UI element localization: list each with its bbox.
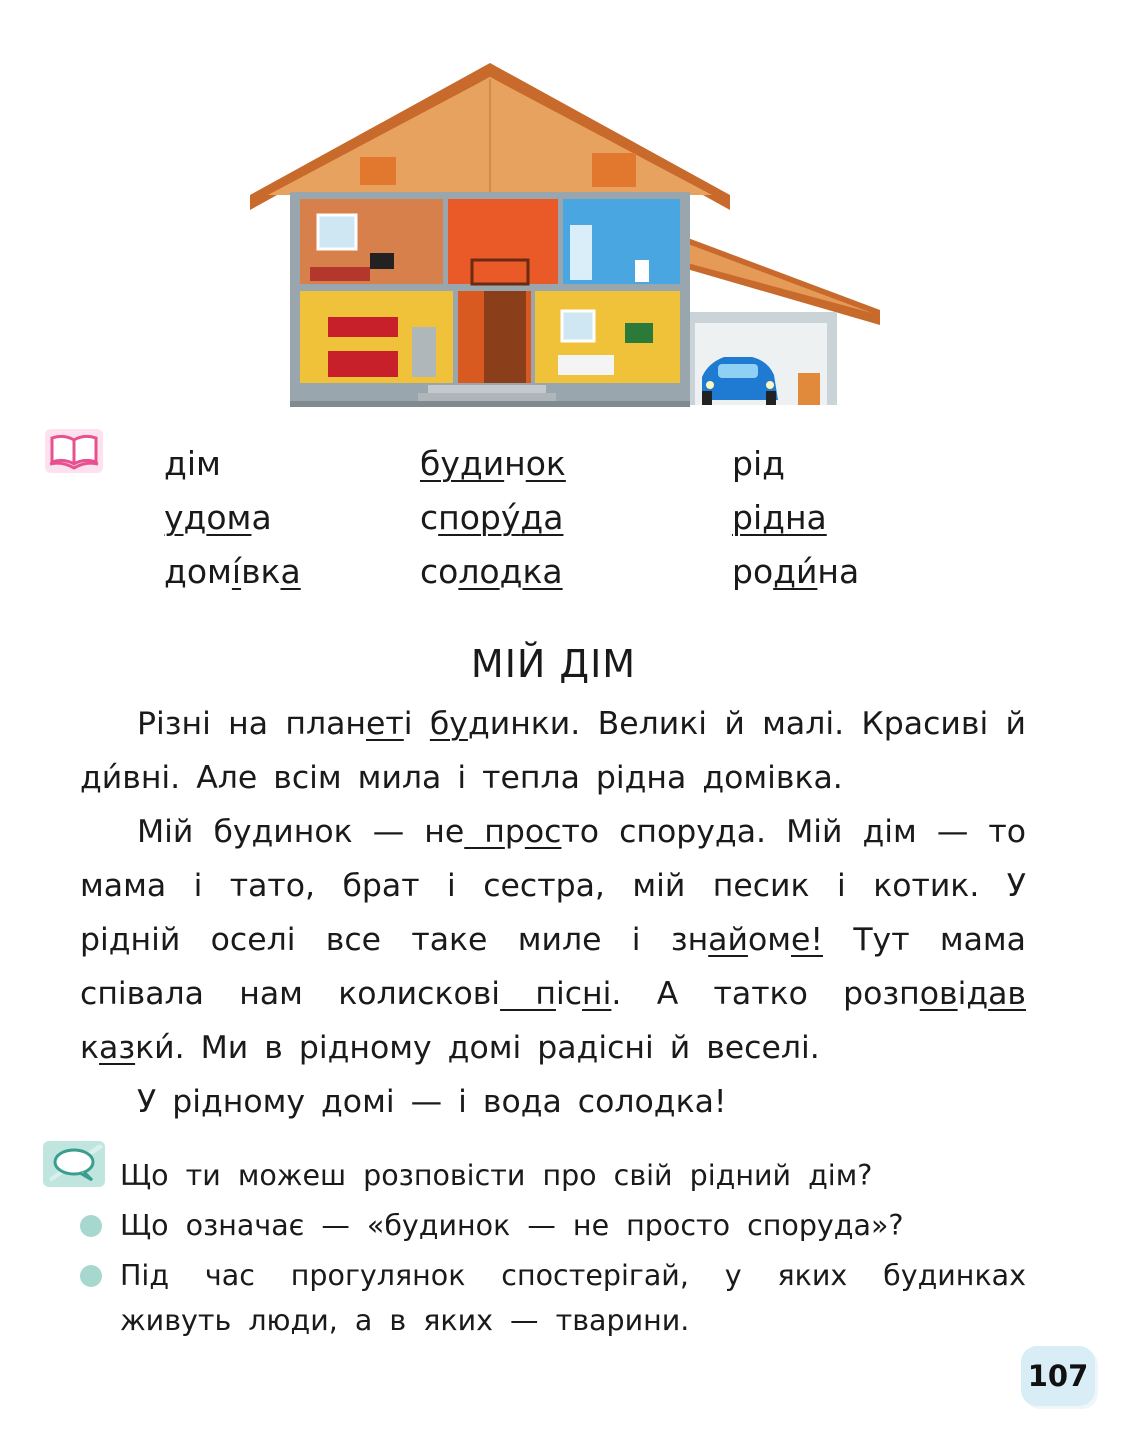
bullet-icon [80, 1265, 102, 1287]
syllable-underline: у [164, 498, 184, 537]
question-2: Що означає — «будинок — не просто споруда»? [120, 1209, 904, 1242]
vocab-word: солодка [420, 552, 563, 591]
bullet-icon [80, 1215, 102, 1237]
syllable-underline: ка [522, 552, 563, 591]
syllable-underline: пору [438, 498, 521, 537]
vocab-word: дім [164, 444, 221, 483]
vocab-word: роди́на [732, 552, 860, 591]
syllable-underline: п [500, 976, 556, 1012]
syllable-underline: ов [919, 976, 958, 1012]
syllable-underline: на [784, 498, 827, 537]
syllable-underline: п [464, 814, 505, 850]
vocab-word: споруда [420, 498, 564, 537]
open-book-icon [44, 428, 104, 474]
syllable-underline: а [280, 552, 301, 591]
vocab-word: удома [164, 498, 272, 537]
syllable-underline: ос [524, 814, 562, 850]
question-1: Що ти можеш розповісти про свій рідний дім? [120, 1159, 873, 1192]
syllable-underline: ло [458, 552, 500, 591]
syllable-underline: ет [366, 706, 404, 742]
question-3: Під час прогулянок спостерігай, у яких будинках живуть люди, а в яких — тварини. [120, 1259, 1026, 1337]
vocab-column-1 [164, 437, 301, 599]
vocab-column-2 [420, 437, 566, 599]
vocab-word: домі́вка [164, 552, 301, 591]
syllable-underline: аз [99, 1030, 136, 1066]
syllable-underline: і́ [231, 552, 242, 591]
syllable-underline: ав [988, 976, 1026, 1012]
vocab-word: рід [732, 444, 785, 483]
vocab-column-3 [732, 437, 859, 599]
syllable-underline: да [520, 498, 564, 537]
syllable-underline: ок [525, 444, 566, 483]
syllable-underline: бу [429, 706, 468, 742]
syllable-underline: ди́ [773, 552, 818, 591]
syllable-underline: буди [420, 444, 505, 483]
story-text [80, 697, 1026, 1129]
story-title: МІЙ ДІМ [470, 642, 637, 686]
house-illustration [240, 55, 890, 410]
story-paragraph-2: Мій будинок — не просто споруда. Мій дім — то мама і тато, брат і сестра, мій песик і котик. У рідній оселі все таке миле і знайоме! Тут мама співала нам колискові пісні. А татко розповідав казки́. Ми в рідному домі радісні й веселі. [80, 814, 1027, 1066]
syllable-underline: рід [732, 498, 785, 537]
syllable-underline: ом [206, 498, 252, 537]
syllable-underline: ай [708, 922, 748, 958]
story-paragraph-1: Різні на планеті будинки. Великі й малі. Красиві й ди́вні. Але всім мила і тепла рідна домівка. [80, 706, 1026, 796]
story-paragraph-3: У рідному домі — і вода солодка! [137, 1084, 727, 1120]
speech-bubble-icon [42, 1140, 106, 1188]
vocab-word: будинок [420, 444, 566, 483]
page-number: 107 [1021, 1346, 1095, 1406]
syllable-underline: ні [582, 976, 612, 1012]
syllable-underline: е! [791, 922, 824, 958]
vocab-word [732, 491, 859, 545]
